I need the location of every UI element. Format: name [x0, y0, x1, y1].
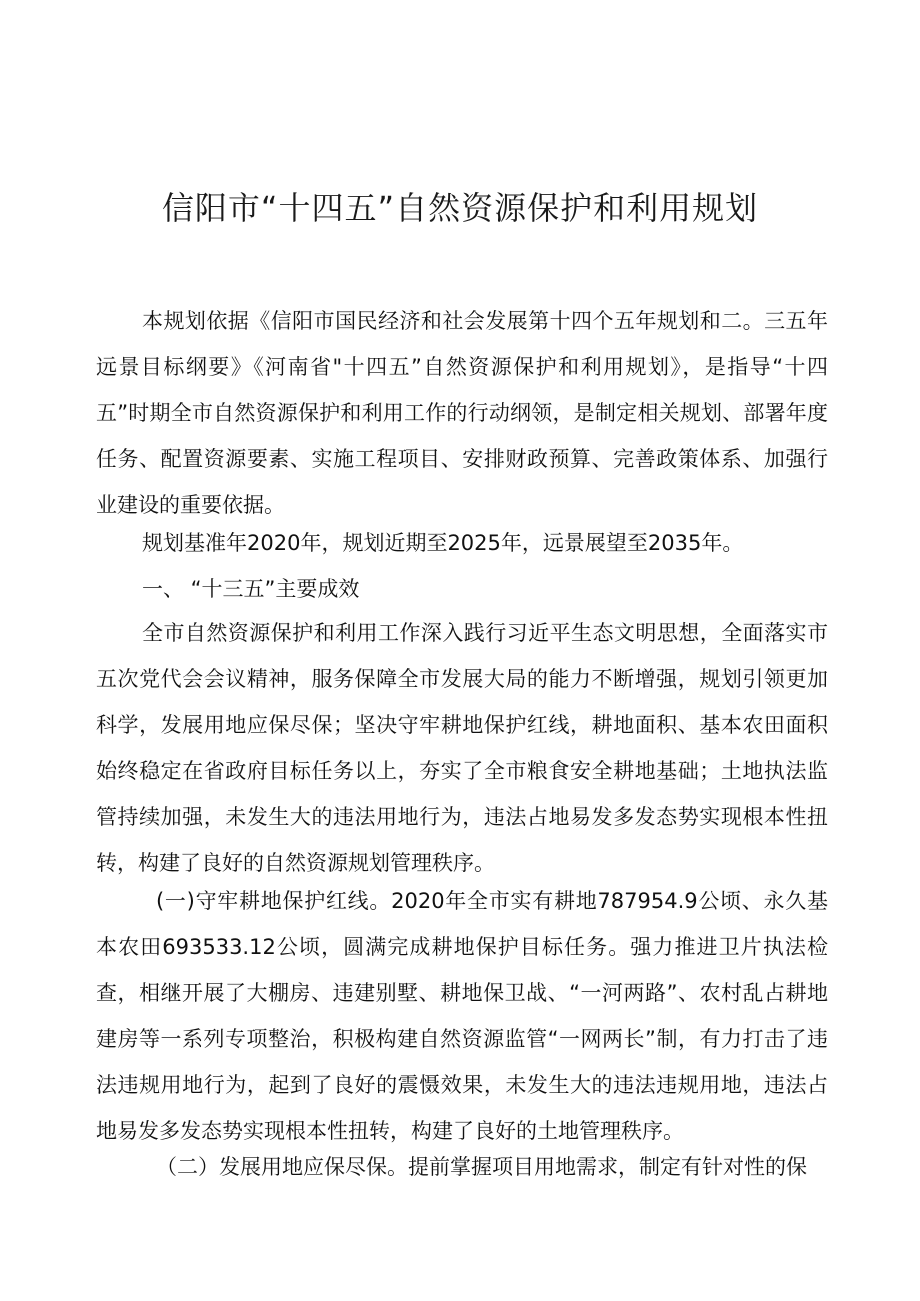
section-heading: 一、 “十三五”主要成效 — [142, 577, 360, 601]
paragraph-intro: 本规划依据《信阳市国民经济和社会发展第十四个五年规划和二。三五年远景目标纲要》《河南省"十四五”自然资源保护和利用规划》，是指导“十四五”时期全市自然资源保护和利用工作的行动纲领，是制定相关规划、部署年度任务、配置资源要素、实施工程项目、安排财政预算、完善政策体系、加强行业建设的重要依据。 — [96, 309, 828, 517]
document-title: 信阳市“十四五”自然资源保护和利用规划 — [161, 189, 759, 227]
paragraph-achievements: 全市自然资源保护和利用工作深入践行习近平生态文明思想，全面落实市五次党代会会议精神，服务保障全市发展大局的能力不断增强，规划引领更加科学，发展用地应保尽保；坚决守牢耕地保护红线，耕地面积、基本农田面积始终稳定在省政府目标任务以上，夯实了全市粮食安全耕地基础；土地执法监管持续加强，未发生大的违法用地行为，违法占地易发多发态势实现根本性扭转，构建了良好的自然资源规划管理秩序。 — [96, 621, 828, 875]
paragraph-item-1: (一)守牢耕地保护红线。2020年全市实有耕地787954.9公顷、永久基本农田693533.12公顷，圆满完成耕地保护目标任务。强力推进卫片执法检查，相继开展了大棚房、违建别墅、耕地保卫战、“一河两路”、农村乱占耕地建房等一系列专项整治，积极构建自然资源监管“一网两长”制，有力打击了违法违规用地行为，起到了良好的震慑效果，未发生大的违法违规用地，违法占地易发多发态势实现根本性扭转，构建了良好的土地管理秩序。 — [96, 889, 828, 1143]
paragraph-item-2: （二）发展用地应保尽保。提前掌握项目用地需求，制定有针对性的保 — [156, 1155, 807, 1179]
paragraph-base-year: 规划基准年2020年，规划近期至2025年，远景展望至2035年。 — [142, 531, 744, 555]
